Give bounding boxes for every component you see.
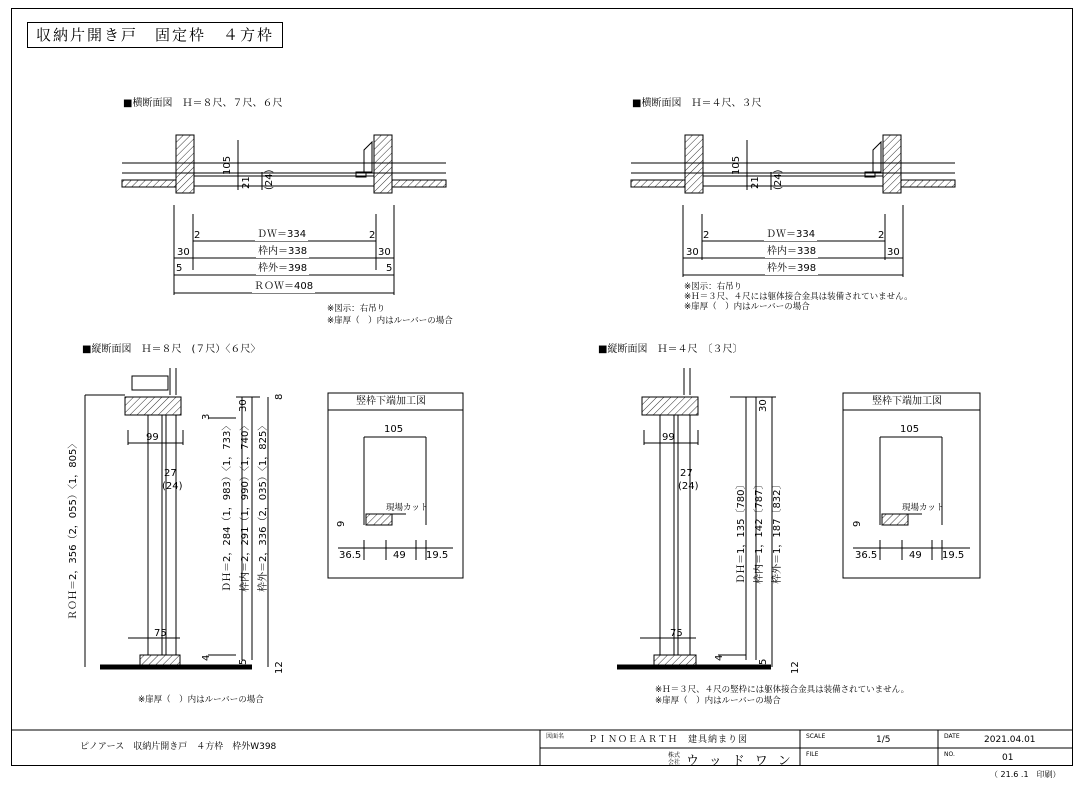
plan-right-dim-2b: 2 [878,230,885,241]
section-left-dim-4: 4 [201,654,212,661]
detail-right-dim-c: 19.5 [942,550,965,561]
plan-right-note1: ※図示：右吊り [684,282,743,292]
section-left-dim-12: 12 [274,661,285,674]
detail-left-height: 9 [336,520,347,527]
plan-left-dim-24: (24) [264,169,275,190]
plan-left-waku-out: 枠外＝398 [258,263,308,274]
title-block-company-prefix: 株式会社 [668,752,681,766]
plan-right-dim-30b: 30 [887,247,900,258]
detail-left-dim-a: 36.5 [339,550,362,561]
title-block-date: 2021.04.01 [984,735,1036,745]
detail-right-dim-b: 49 [909,550,922,561]
plan-left-dim-2b: 2 [369,230,376,241]
section-left-dim-24: (24) [162,481,183,492]
detail-right-cut: 現場カット [902,503,945,513]
detail-right-height: 9 [852,520,863,527]
section-right-dim-5: 5 [758,658,769,665]
plan-left-dim-2a: 2 [194,230,201,241]
title-block-scale-label: SCALE [806,733,826,740]
plan-left-note2: ※扉厚（ ）内はルーバーの場合 [327,316,453,326]
detail-right-dim-a: 36.5 [855,550,878,561]
title-block-drawing-name: ＰＩＮＯＥＡＲＴＨ 建具納まり図 [588,735,749,745]
plan-left-dim-5b: 5 [386,263,393,274]
section-left-roh: ＲＯＨ＝2，356（2，055）〈1，805〉 [68,438,79,620]
detail-left-title: 竪枠下端加工図 [356,396,426,407]
section-right-note1: ※Ｈ＝３尺、４尺の竪枠には躯体接合金具は装備されていません。 [655,685,910,695]
section-right-heading: ■縦断面図 Ｈ＝４尺 〔３尺〕 [598,344,743,355]
section-left-note: ※扉厚（ ）内はルーバーの場合 [138,695,264,705]
plan-left-row: ＲＯＷ＝408 [254,281,314,292]
plan-right-dim-24: (24) [773,169,784,190]
section-right-dim-30: 30 [758,399,769,412]
section-left-dim-5: 5 [238,658,249,665]
plan-right-dim-2a: 2 [703,230,710,241]
section-right-waku-out: 枠外＝1，187〔832〕 [772,479,783,584]
plan-left-dim-5a: 5 [176,263,183,274]
detail-left-cut: 現場カット [386,503,429,513]
section-right-dh: ＤＨ＝1，135〔780〕 [736,479,747,584]
title-block-file-label: FILE [806,751,819,758]
plan-right-dw: ＤＷ＝334 [766,229,816,240]
plan-left-dim-21: 21 [241,176,252,189]
section-right-dim-4: 4 [714,654,725,661]
section-left-dim-8: 8 [274,393,285,400]
title-block-no: 01 [1002,753,1014,763]
plan-right-note2: ※Ｈ＝３尺、４尺には躯体接合金具は装備されていません。 [684,292,913,302]
section-left-dim-75: 75 [154,628,167,639]
plan-right-heading: ■横断面図 Ｈ＝４尺、３尺 [632,98,762,109]
plan-left-heading: ■横断面図 Ｈ＝８尺、７尺、６尺 [123,98,283,109]
plan-left-note1: ※図示：右吊り [327,304,386,314]
plan-right-dim-21: 21 [750,176,761,189]
section-right-dim-12: 12 [790,661,801,674]
section-left-dh: ＤＨ＝2，284（1，983）〈1，733〉 [222,420,233,592]
detail-left-dim-c: 19.5 [426,550,449,561]
plan-right-dim-30a: 30 [686,247,699,258]
section-left-dim-3: 3 [201,413,212,420]
section-right-dim-24: (24) [678,481,699,492]
section-left-waku-out: 枠外＝2，336（2，035）〈1，825〉 [258,420,269,592]
page-title: 収納片開き戸 固定枠 ４方枠 [27,22,283,48]
section-left-waku-in: 枠内＝2，291（1，990）〈1，740〉 [240,420,251,592]
plan-right-note3: ※扉厚（ ）内はルーバーの場合 [684,302,810,312]
section-left-dim-99: 99 [146,432,159,443]
section-right-dim-27: 27 [680,468,693,479]
title-block-scale: 1/5 [876,735,891,745]
title-block-product: ピノアース 収納片開き戸 ４方枠 枠外W398 [80,742,277,752]
title-block-date-label: DATE [944,733,960,740]
section-left-dim-30: 30 [238,399,249,412]
plan-left-dim-30a: 30 [177,247,190,258]
section-right-dim-99: 99 [662,432,675,443]
company-logo: ウッドワン [686,754,801,769]
section-left-heading: ■縦断面図 Ｈ＝８尺 (７尺）〈６尺〉 [82,344,261,355]
plan-right-dim-105: 105 [731,155,742,175]
print-note: （ 21.6 .1 印刷） [990,770,1061,779]
detail-right-title: 竪枠下端加工図 [872,396,942,407]
plan-left-dim-105: 105 [222,155,233,175]
plan-left-waku-in: 枠内＝338 [258,246,308,257]
section-right-note2: ※扉厚（ ）内はルーバーの場合 [655,696,781,706]
title-block-drawing-label: 図面名 [546,733,565,740]
plan-right-waku-in: 枠内＝338 [767,246,817,257]
plan-left-dw: ＤＷ＝334 [257,229,307,240]
section-right-dim-75: 75 [670,628,683,639]
title-block-no-label: NO. [944,751,955,758]
section-right-waku-in: 枠内＝1，142〔787〕 [754,479,765,584]
plan-left-dim-30b: 30 [378,247,391,258]
detail-right-width: 105 [900,424,920,435]
detail-left-width: 105 [384,424,404,435]
plan-right-waku-out: 枠外＝398 [767,263,817,274]
section-left-dim-27: 27 [164,468,177,479]
detail-left-dim-b: 49 [393,550,406,561]
